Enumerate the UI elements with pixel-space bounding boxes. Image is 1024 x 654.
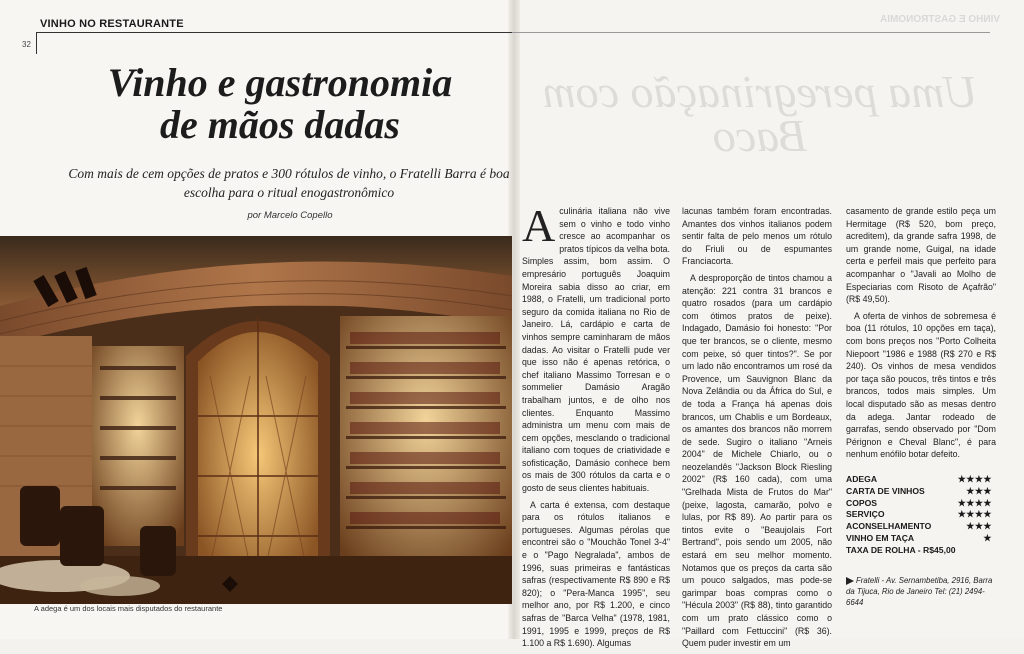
article-column-3 (846, 205, 996, 465)
show-through-title: Uma peregrinação com Baco (542, 66, 978, 161)
paragraph: A desproporção de tintos chamou a atenção: 221 contra 31 brancos e quatro rosados (para um cardápio com ótimos pratos de peixe). Indagado, Damásio foi honesto: "Por que ter brancos, se o cliente, mesmo com peixe, só quer tintos?". Se por um lado não encontramos um rosé da Provence, um Sauvignon Blanc da Nova Zelândia ou da África do Sul, e de toda a França há apenas dois brancos, um Chablis e um Bordeaux, os amantes dos brancos não morrem de sede. Sugiro o italiano "Arneis 2004" de Michele Chiarlo, ou o neozelandês "Jackson Block Riesling 2002" (R$ 160 cada), com uma "Grelhada Mista de Frutos do Mar" (peixe, lagosta, camarão, polvo e lulas, por R$ 89). Ao partir para os tintos evite o "Beaujolais Fort Bertrand", pois sendo um 2005, não estará em seu melhor momento. Notamos que os preços da carta são um pouco salgados, mas pode-se garimpar boas compras como o "Hécula 2003" (R$ 88), tinto garantido com um prato clássico como o "Paillard com Fettuccini" (R$ 36). Quem puder investir em um (682, 272, 832, 649)
star-icons: ★★★★ (957, 497, 992, 508)
paragraph: A carta é extensa, com destaque para os rótulos italianos e portugueses. Algumas pérolas que encontrei são o "Mouchão Tonel 3-4" e o "Pago Negralada", ambos de 1996, suas primeiras e fantásticas safras (respectivamente R$ 890 e R$ 820); o "Pera-Manca 1995", seu melhor ano, por R$ 1.200, e cinco safras de "Barca Velha" (1978, 1981, 1991, 1995 e 1999, preços de R$ 1.100 a R$ 1.690). Algumas (522, 499, 670, 649)
rating-row: COPOS ★★★★ (846, 497, 992, 508)
section-label: VINHO NO RESTAURANTE (40, 18, 184, 30)
star-icons: ★★★ (966, 485, 992, 496)
rating-row: TAXA DE ROLHA - R$45,00 (846, 544, 956, 555)
bullet-arrow-icon (846, 577, 854, 585)
byline: por Marcelo Copello (247, 210, 333, 221)
star-icons: ★★★★ (957, 509, 992, 520)
show-through-label: VINHO E GASTRONOMIA (880, 14, 1001, 25)
article-title: Vinho e gastronomia de mãos dadas (107, 60, 453, 147)
rating-row: ACONSELHAMENTO ★★★ (846, 521, 992, 532)
rating-row: CARTA DE VINHOS ★★★ (846, 485, 992, 496)
star-icons: ★ (983, 532, 992, 543)
ratings-box (846, 474, 992, 557)
paragraph: casamento de grande estilo peça um Hermitage (R$ 520, bom preço, acreditem), da grande safra 1998, de um grande nome, Guigal, na idade certa e perfeil mais que perfeito para acompanhar o "Javali ao Molho de Especiarias com Risoto de Açafrão" (R$ 49,50). (846, 206, 996, 305)
wine-cellar-illustration (0, 236, 512, 604)
restaurant-address: Fratelli - Av. Sernambetiba, 2916, Barra da Tijuca, Rio de Janeiro Tel: (21) 2494-6644 (846, 576, 993, 607)
paragraph: A oferta de vinhos de sobremesa é boa (11 rótulos, 10 opções em taça), com bons preços nos "Porto Colheita Niepoort "1986 e 1988 (R$ 270 e R$ 240). Os vinhos de mesa vendidos por taça são poucos, três tintos e três brancos, todos mais simples. Um local disputado são as mesas dentro da adega. Jantar rodeado de garrafas, sendo observado por "Dom Pérignon e Cheval Blanc", é para nenhum enófilo botar defeito. (846, 310, 996, 460)
star-icons: ★★★ (966, 521, 992, 532)
star-icons: ★★★★ (957, 474, 992, 484)
article-column-1 (522, 200, 670, 654)
header-rule (36, 32, 514, 33)
paragraph: Aculinária italiana não vive sem o vinho e todo vinho cresce ao acompanhar os pratos típicos da velha bota. Simples assim, bom assim. O empresário português Joaquim Moreira sabia disso ao criar, em 1988, o Fratelli, um tradicional porto seguro da comida italiana no Rio de Janeiro. Lá, cardápio e carta de vinhos sempre caminharam de mãos dadas. Ao visitar o Fratelli pude ver que isso não é apenas retórica, o chef italiano Massimo Torresan e o sommelier Damásio Aragão trabalham juntos, e de olho nos clientes. Enquanto Massimo administra um menu com mais de cem opções, mesclando o tradicional italiano com toques de criatividade e sofisticação, Damásio conhece bem os mais de 300 rótulos da carta e o gosto de seus clientes habituais. (522, 200, 670, 494)
page-number-divider (36, 32, 37, 54)
drop-cap: A (522, 200, 556, 251)
article-subtitle: Com mais de cem opções de pratos e 300 rótulos de vinho, o Fratelli Barra é boa escolha para o ritual enogastronômico (68, 166, 510, 200)
paragraph: lacunas também foram encontradas. Amantes dos vinhos italianos podem sentir falta de pelo menos um rótulo do Friuli ou de espumantes Franciacorta. (682, 206, 832, 267)
article-column-2 (682, 205, 832, 654)
photo-caption: A adega é um dos locais mais disputados do restaurante (34, 604, 223, 613)
header-rule-right (512, 32, 990, 33)
rating-row: VINHO EM TAÇA ★ (846, 532, 992, 543)
page-number: 32 (22, 40, 31, 49)
wine-cellar-photo (0, 236, 512, 604)
rating-row: SERVIÇO ★★★★ (846, 509, 992, 520)
rating-row: ADEGA ★★★★ (846, 474, 992, 484)
